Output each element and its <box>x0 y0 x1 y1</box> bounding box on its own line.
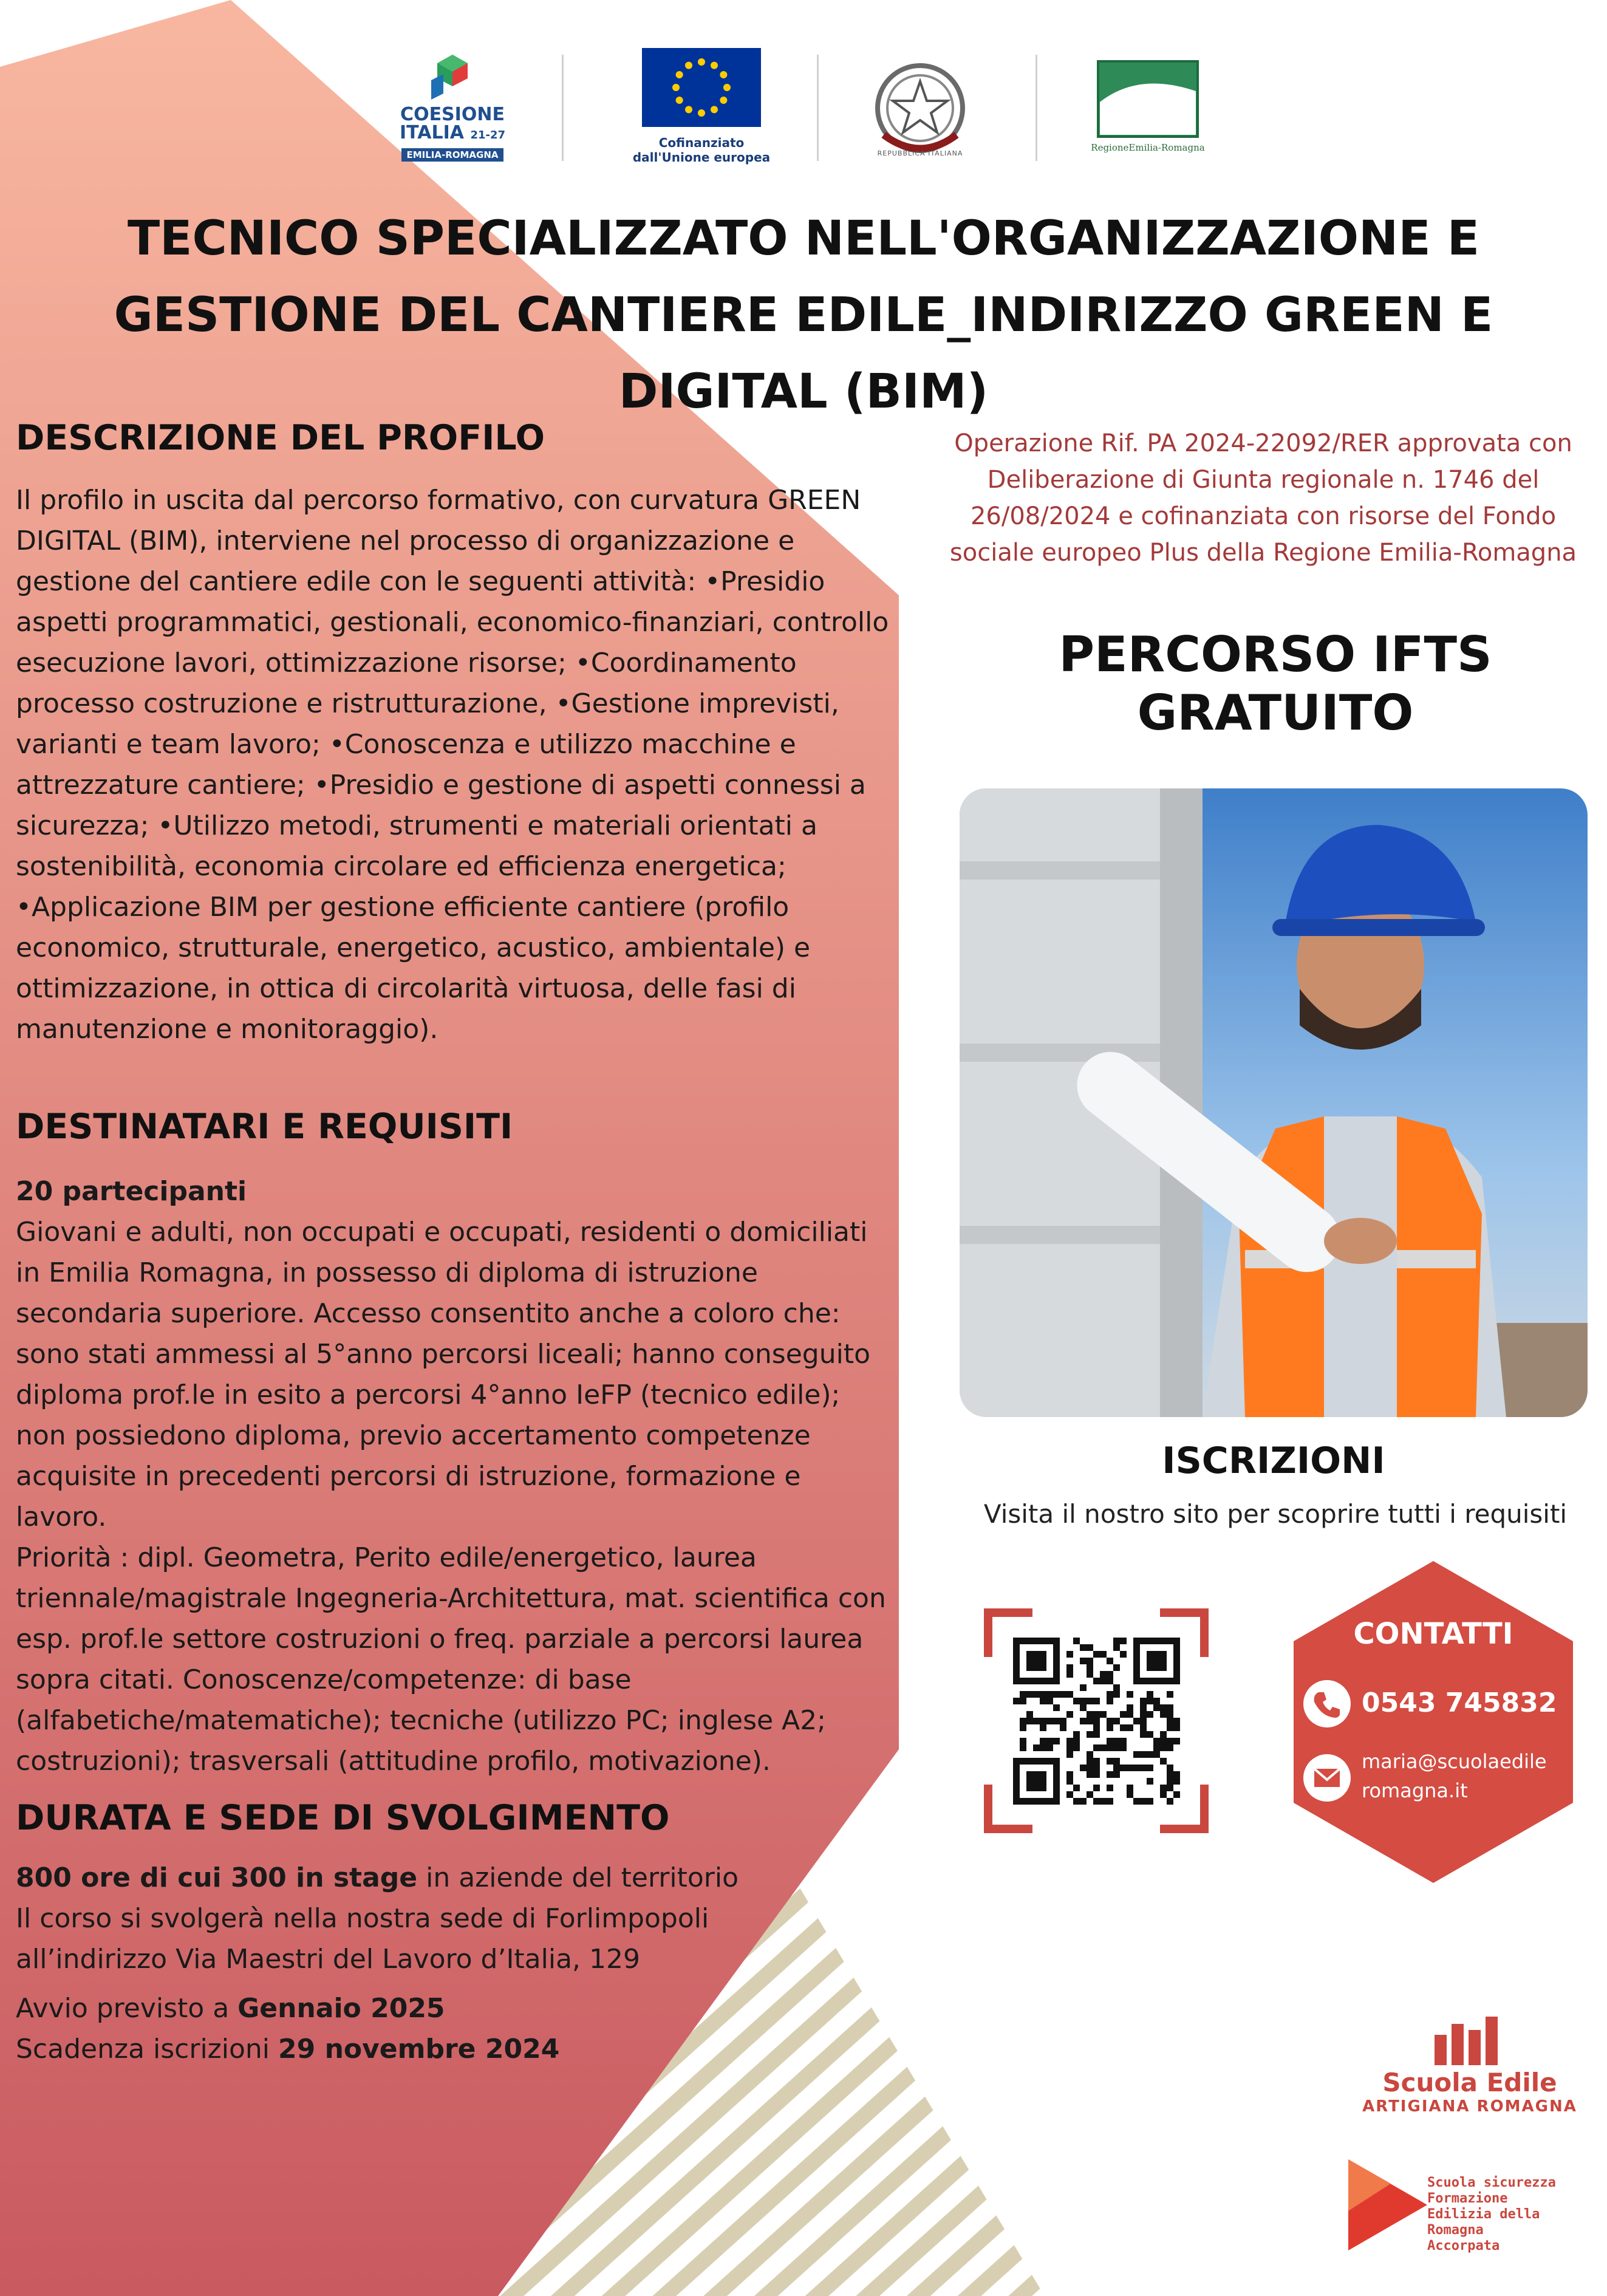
eu-star-icon <box>676 71 683 78</box>
ifts-line: PERCORSO IFTS <box>1059 626 1492 683</box>
partner-line: Accorpata <box>1427 2238 1500 2253</box>
regione-logo <box>1087 36 1209 176</box>
emblem-icon <box>865 56 975 165</box>
ifts-heading <box>947 626 1603 742</box>
deadline-label: Scadenza iscrizioni <box>16 2034 279 2065</box>
eu-star-icon <box>720 97 727 104</box>
buildings-icon <box>1427 2011 1512 2065</box>
email-line: maria@scuolaedile <box>1362 1750 1547 1773</box>
repubblica-logo <box>862 36 978 176</box>
qr-code[interactable] <box>984 1608 1209 1833</box>
eu-star-icon <box>711 62 718 69</box>
coesione-logo <box>395 36 510 176</box>
eu-logo <box>629 36 774 176</box>
duration-heading: DURATA E SEDE DI SVOLGIMENTO <box>16 1798 670 1838</box>
divider <box>562 55 564 161</box>
scuola-edile-logo <box>1336 2011 1603 2116</box>
play-triangle-icon <box>1342 2153 1433 2257</box>
eu-star-icon <box>698 58 705 66</box>
start-label: Avvio previsto a <box>16 1993 238 2024</box>
eu-star-icon <box>685 62 692 69</box>
eu-flag-icon <box>642 48 761 127</box>
cube-icon <box>419 51 486 106</box>
regione-flag-icon <box>1096 60 1199 138</box>
email-address[interactable] <box>1362 1747 1547 1805</box>
duration-text <box>16 1857 769 2069</box>
eu-star-icon <box>720 71 727 78</box>
partner-line: Formazione <box>1427 2191 1508 2206</box>
eu-caption-2: dall'Unione europea <box>632 150 771 165</box>
email-icon <box>1303 1754 1351 1802</box>
italia-text: ITALIA <box>399 122 464 143</box>
registration-text: Visita il nostro sito per scoprire tutti i requisiti <box>983 1499 1568 1529</box>
recipients-paragraph: Giovani e adulti, non occupati e occupati, residenti o domiciliati in Emilia Romagna, in possesso di diploma di istruzione secondaria superiore. Accesso consentito anche a coloro che: sono stati ammessi al 5°anno percorsi liceali; hanno conseguito diploma prof.le in esito a percorsi 4°anno IeFP (tecnico edile); non possiedono diploma, previo accertamento competenze acquisite in precedenti percorsi di istruzione, formazione e lavoro. <box>16 1217 870 1532</box>
eu-star-icon <box>711 106 718 113</box>
partner-line: Edilizia della <box>1427 2207 1540 2222</box>
eu-star-icon <box>672 84 680 91</box>
title-line: GESTIONE DEL CANTIERE EDILE_INDIRIZZO GREEN E <box>114 288 1493 343</box>
eu-caption-1: Cofinanziato <box>658 135 745 150</box>
profile-paragraph: Il profilo in uscita dal percorso formativo, con curvatura GREEN DIGITAL (BIM), interviene nel processo di organizzazione e gestione del cantiere edile con le seguenti attività: •Presidio aspetti programmatici, gestionali, economico-finanziari, controllo esecuzione lavori, ottimizzazione risorse; •Coordinamento processo costruzione e ristrutturazione, •Gestione imprevisti, varianti e team lavoro; •Conoscenza e utilizzo macchine e attrezzature cantiere; •Presidio e gestione di aspetti connessi a sicurezza; •Utilizzo metodi, strumenti e materiali orientati a sostenibilità, economia circolare ed efficienza energetica; •Applicazione BIM per gestione efficiente cantiere (profilo economico, strutturale, energetico, acustico, ambientale) e ottimizzazione, in ottica di circolarità virtuosa, delle fasi di manutenzione e monitoraggio). <box>16 485 889 1045</box>
partner-text <box>1427 2175 1556 2254</box>
partner-line: Romagna <box>1427 2223 1484 2238</box>
phone-icon <box>1303 1680 1351 1727</box>
divider <box>817 55 819 161</box>
regione-caption: RegioneEmilia-Romagna <box>1091 142 1205 153</box>
title-line: TECNICO SPECIALIZZATO NELL'ORGANIZZAZIONE E <box>127 211 1480 266</box>
participants-count: 20 partecipanti <box>16 1176 247 1207</box>
partner-line: Scuola sicurezza <box>1427 2175 1556 2190</box>
phone-number[interactable]: 0543 745832 <box>1362 1687 1557 1718</box>
operation-reference: Operazione Rif. PA 2024-22092/RER approvata con Deliberazione di Giunta regionale n. 1746 del 26/08/2024 e cofinanziata con risorse del Fondo sociale europeo Plus della Regione Emilia-Romagna <box>949 429 1577 567</box>
eu-star-icon <box>698 109 705 117</box>
region-tag: EMILIA-ROMAGNA <box>401 148 503 162</box>
eu-star-icon <box>723 84 731 91</box>
recipients-text <box>16 1171 896 1782</box>
coesione-text: COESIONE <box>400 104 505 125</box>
profile-text <box>16 480 896 1050</box>
recipients-heading: DESTINATARI E REQUISITI <box>16 1107 513 1147</box>
years-text: 21-27 <box>470 129 506 142</box>
location-text: Il corso si svolgerà nella nostra sede di Forlimpopoli all’indirizzo Via Maestri del Lavoro d’Italia, 129 <box>16 1903 709 1975</box>
title-line: DIGITAL (BIM) <box>618 364 989 419</box>
partner-logo <box>1342 2153 1597 2257</box>
contacts-card <box>1294 1561 1573 1883</box>
repubblica-caption: REPUBBLICA ITALIANA <box>877 149 963 157</box>
ifts-line: GRATUITO <box>1137 685 1414 741</box>
hours-bold: 800 ore di cui 300 in stage <box>16 1862 418 1893</box>
hours-rest: in aziende del territorio <box>417 1862 739 1893</box>
eu-star-icon <box>685 106 692 113</box>
priority-paragraph: Priorità : dipl. Geometra, Perito edile/energetico, laurea triennale/magistrale Ingegneria-Architettura, mat. scientifica con esp. prof.le settore costruzioni o freq. parziale a percorsi laurea sopra citati. Conoscenze/competenze: di base (alfabetiche/matematiche); tecniche (utilizzo PC; inglese A2; costruzioni); trasversali (attitudine profilo, motivazione). <box>16 1542 886 1777</box>
registration-heading: ISCRIZIONI <box>1162 1440 1385 1482</box>
start-value: Gennaio 2025 <box>237 1993 445 2024</box>
divider <box>1036 55 1037 161</box>
email-line: romagna.it <box>1362 1779 1468 1802</box>
logo-bar <box>389 36 1215 176</box>
contacts-heading: CONTATTI <box>1353 1617 1513 1651</box>
worker-photo <box>960 788 1588 1417</box>
brand-name: Scuola Edile <box>1382 2068 1557 2097</box>
profile-heading: DESCRIZIONE DEL PROFILO <box>16 418 545 458</box>
page-title <box>55 200 1552 430</box>
eu-star-icon <box>676 97 683 104</box>
deadline-value: 29 novembre 2024 <box>278 2034 560 2065</box>
brand-subtitle: ARTIGIANA ROMAGNA <box>1362 2097 1577 2116</box>
